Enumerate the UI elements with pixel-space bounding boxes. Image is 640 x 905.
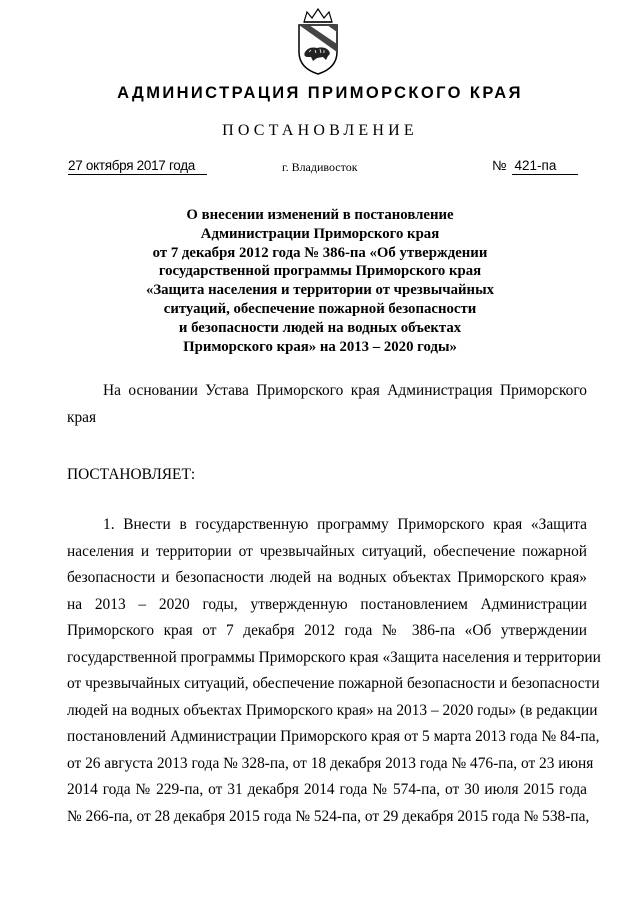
paragraph-line: на 2013 – 2020 годы, утвержденную постановлением Администрации	[67, 595, 587, 613]
paragraph-line: безопасности и безопасности людей на водных объектах Приморского края»	[67, 569, 587, 586]
coat-of-arms-icon	[295, 8, 341, 76]
paragraph-line: от 26 августа 2013 года № 328-па, от 18 декабря 2013 года № 476-па, от 23 июня	[67, 754, 594, 772]
basis-paragraph	[67, 378, 587, 431]
organization-name: АДМИНИСТРАЦИЯ ПРИМОРСКОГО КРАЯ	[117, 84, 523, 102]
paragraph-line: края	[67, 408, 97, 426]
paragraph-line: постановлений Администрации Приморского края от 5 марта 2013 года № 84-па,	[67, 728, 600, 745]
title-line: О внесении изменений в постановление	[186, 207, 454, 223]
decree-word: ПОСТАНОВЛЯЕТ:	[67, 466, 196, 483]
paragraph-line: населения и территории от чрезвычайных ситуаций, обеспечение пожарной	[67, 542, 587, 560]
document-type: ПОСТАНОВЛЕНИЕ	[222, 122, 418, 139]
paragraph-line: № 266-па, от 28 декабря 2015 года № 524-па, от 29 декабря 2015 года № 538-па,	[67, 807, 590, 825]
paragraph-line: 1. Внести в государственную программу Приморского края «Защита	[103, 516, 587, 533]
title-line: ситуаций, обеспечение пожарной безопасности	[163, 300, 477, 317]
document-number-field	[492, 158, 578, 175]
paragraph-line: людей на водных объектах Приморского края» на 2013 – 2020 годы» (в редакции	[67, 701, 598, 719]
title-line: и безопасности людей на водных объектах	[178, 319, 462, 336]
number-sign: №	[492, 158, 507, 173]
paragraph-line: Приморского края от 7 декабря 2012 года № 386-па «Об утверждении	[67, 622, 587, 639]
title-line: Администрации Приморского края	[200, 225, 440, 242]
title-line: «Защита населения и территории от чрезвычайных	[145, 282, 495, 299]
title-line: от 7 декабря 2012 года № 386-па «Об утверждении	[152, 244, 488, 261]
paragraph-line: государственной программы Приморского края «Защита населения и территории	[67, 648, 601, 666]
document-city: г. Владивосток	[282, 160, 358, 174]
item-1-paragraph	[67, 512, 601, 830]
paragraph-line: На основании Устава Приморского края Администрация Приморского	[103, 382, 587, 399]
paragraph-line: 2014 года № 229-па, от 31 декабря 2014 года № 574-па, от 30 июля 2015 года	[67, 781, 587, 798]
paragraph-line: от чрезвычайных ситуаций, обеспечение пожарной безопасности и безопасности	[67, 675, 600, 692]
document-title	[110, 206, 530, 356]
title-line: государственной программы Приморского края	[158, 263, 482, 280]
title-line: Приморского края» на 2013 – 2020 годы»	[183, 338, 457, 355]
document-date: 27 октября 2017 года	[68, 158, 207, 175]
document-number: 421-па	[512, 158, 578, 175]
